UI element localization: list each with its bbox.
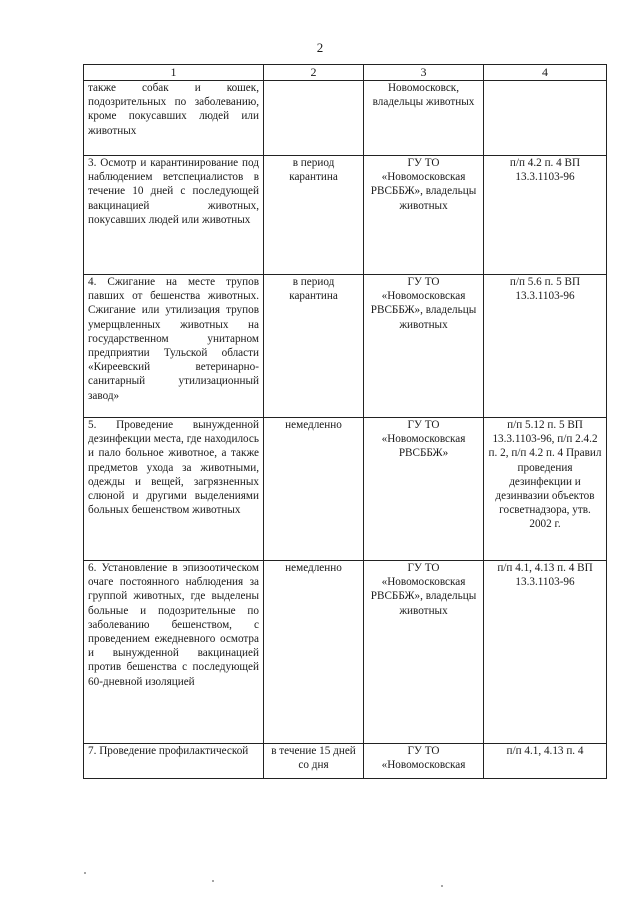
scan-speck [84, 872, 86, 874]
executor-cell: ГУ ТО «Новомосковская РВСББЖ», владельцы животных [364, 275, 484, 418]
column-header: 3 [364, 65, 484, 81]
column-header: 1 [84, 65, 264, 81]
measure-cell: 4. Сжигание на месте трупов павших от бешенства животных. Сжигание или утилизация трупов умерщвленных животных на государственном унитарном предприятии Тульской области «Киреевский ветеринарно-санитарный утилизационный завод» [84, 275, 264, 418]
executor-cell: ГУ ТО «Новомосковская РВСББЖ», владельцы животных [364, 561, 484, 744]
executor-cell: ГУ ТО «Новомосковская РВСББЖ», владельцы животных [364, 156, 484, 275]
basis-cell: п/п 5.12 п. 5 ВП 13.3.1103-96, п/п 2.4.2 п. 2, п/п 4.2 п. 4 Правил проведения дезинфекции и дезинвазии объектов госветнадзора, утв. 2002 г. [484, 418, 607, 561]
column-header: 2 [264, 65, 364, 81]
executor-cell: Новомосковск, владельцы животных [364, 81, 484, 156]
table-header-row [84, 65, 607, 81]
table-row [84, 81, 607, 156]
table-row [84, 418, 607, 561]
term-cell: в период карантина [264, 275, 364, 418]
column-header: 4 [484, 65, 607, 81]
term-cell: в течение 15 дней со дня [264, 744, 364, 779]
term-cell: немедленно [264, 418, 364, 561]
term-cell: немедленно [264, 561, 364, 744]
executor-cell: ГУ ТО «Новомосковская РВСББЖ» [364, 418, 484, 561]
measure-cell: 6. Установление в эпизоотическом очаге постоянного наблюдения за группой животных, где выделены больные и подозрительные по заболеванию бешенством, с проведением ежедневного осмотра и вынужденной вакцинацией против бешенства с последующей 60-дневной изоляцией [84, 561, 264, 744]
measure-cell: 3. Осмотр и карантинирование под наблюдением ветспециалистов в течение 10 дней с последующей вакцинацией животных, покусавших людей или животных [84, 156, 264, 275]
term-cell: в период карантина [264, 156, 364, 275]
basis-cell: п/п 4.1, 4.13 п. 4 ВП 13.3.1103-96 [484, 561, 607, 744]
table-row [84, 561, 607, 744]
basis-cell: п/п 5.6 п. 5 ВП 13.3.1103-96 [484, 275, 607, 418]
basis-cell [484, 81, 607, 156]
basis-cell: п/п 4.1, 4.13 п. 4 [484, 744, 607, 779]
measure-cell: 7. Проведение профилактической [84, 744, 264, 779]
executor-cell: ГУ ТО «Новомосковская [364, 744, 484, 779]
table-row [84, 744, 607, 779]
measure-cell: 5. Проведение вынужденной дезинфекции места, где находилось и пало больное животное, а также предметов ухода за животными, одежды и вещей, загрязненных слюной и другими выделениями больных бешенством животных [84, 418, 264, 561]
table-row [84, 156, 607, 275]
table-row [84, 275, 607, 418]
scan-speck [441, 885, 443, 887]
term-cell [264, 81, 364, 156]
scan-speck [212, 880, 214, 882]
page-number: 2 [316, 40, 324, 55]
basis-cell: п/п 4.2 п. 4 ВП 13.3.1103-96 [484, 156, 607, 275]
measures-table [83, 64, 607, 779]
measure-cell: также собак и кошек, подозрительных по заболеванию, кроме покусавших людей или животных [84, 81, 264, 156]
